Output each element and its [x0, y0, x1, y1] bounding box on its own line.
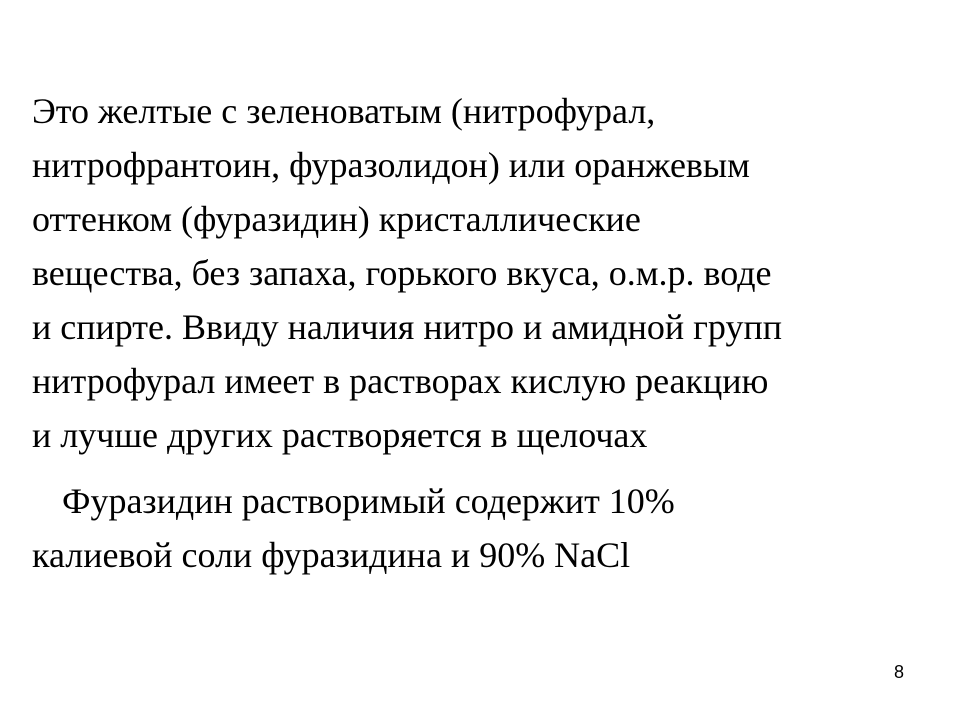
paragraph-composition	[32, 474, 932, 582]
text-line: и спирте. Ввиду наличия нитро и амидной групп	[32, 307, 782, 347]
text-line: калиевой соли фуразидина и 90% NaCl	[32, 535, 631, 575]
page-number: 8	[893, 662, 904, 682]
text-line: нитрофурал имеет в растворах кислую реакцию	[32, 361, 769, 401]
text-line: Это желтые с зеленоватым (нитрофурал,	[32, 91, 656, 131]
text-line: и лучше других растворяется в щелочах	[32, 415, 648, 455]
paragraph-description	[32, 84, 932, 462]
text-line: Фуразидин растворимый содержит 10%	[62, 481, 675, 521]
text-line: оттенком (фуразидин) кристаллические	[32, 199, 641, 239]
text-line: нитрофрантоин, фуразолидон) или оранжевым	[32, 145, 750, 185]
slide-body	[32, 84, 932, 582]
text-line: вещества, без запаха, горького вкуса, о.м.р. воде	[32, 253, 772, 293]
